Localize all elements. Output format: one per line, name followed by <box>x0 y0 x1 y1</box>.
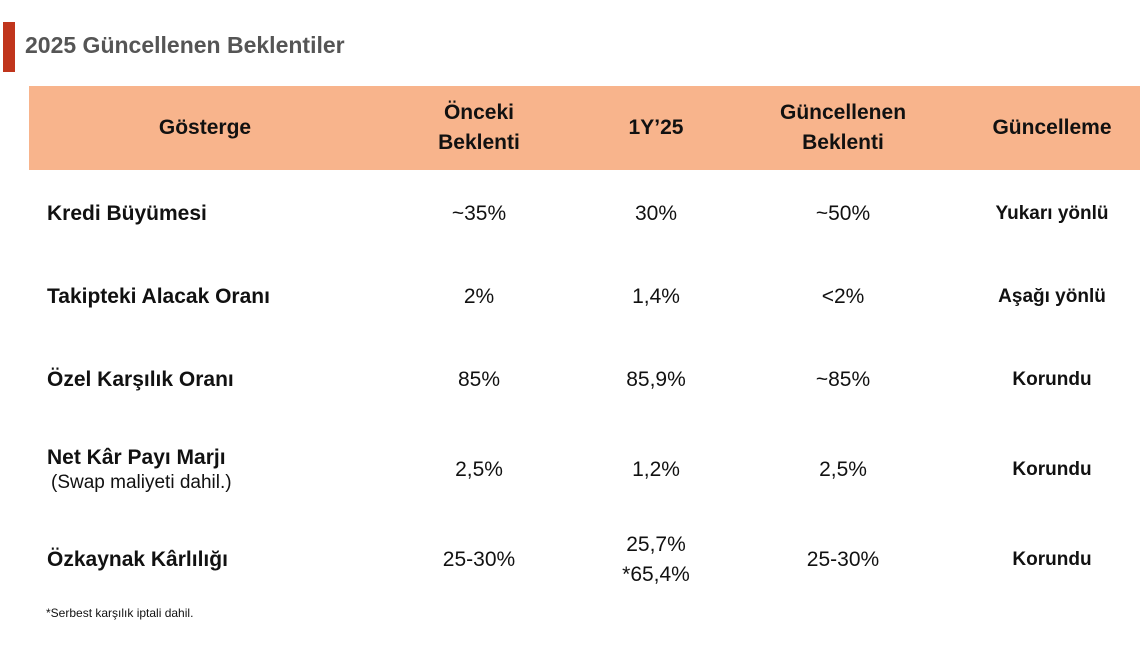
row-label: Takipteki Alacak Oranı <box>47 285 270 308</box>
updated-cell <box>735 425 951 515</box>
header-previous-line2: Beklenti <box>438 131 520 154</box>
h1-value: 1,4% <box>632 285 680 308</box>
row-label-cell <box>47 425 232 515</box>
update-cell <box>951 425 1140 515</box>
header-previous <box>381 86 577 170</box>
header-update <box>951 86 1140 170</box>
table-row <box>29 255 1140 339</box>
update-value: Korundu <box>1012 369 1092 390</box>
row-label: Kredi Büyümesi <box>47 202 207 225</box>
row-label: Net Kâr Payı Marjı <box>47 446 226 469</box>
header-updated-line1: Güncellenen <box>779 101 907 124</box>
row-label-cell <box>47 172 207 256</box>
update-value: Yukarı yönlü <box>995 203 1109 224</box>
h1-value: 1,2% <box>632 458 680 481</box>
row-label-cell <box>47 338 234 422</box>
row-label-cell <box>47 515 228 605</box>
update-cell <box>951 172 1140 256</box>
h1-cell <box>577 515 735 605</box>
update-value: Korundu <box>1012 549 1092 570</box>
title-accent-bar <box>3 22 15 72</box>
previous-value: 85% <box>457 368 501 391</box>
previous-cell <box>381 425 577 515</box>
h1-cell <box>577 172 735 256</box>
updated-cell <box>735 172 951 256</box>
h1-extra-value: *65,4% <box>622 563 690 586</box>
previous-value: 25-30% <box>442 548 516 571</box>
header-update-label: Güncelleme <box>992 116 1112 139</box>
previous-cell <box>381 338 577 422</box>
previous-value: ~35% <box>451 202 507 225</box>
update-cell <box>951 338 1140 422</box>
h1-value: 85,9% <box>626 368 686 391</box>
footnote: *Serbest karşılık iptali dahil. <box>46 606 194 620</box>
h1-cell <box>577 338 735 422</box>
row-label-cell <box>47 255 270 339</box>
updated-value: 25-30% <box>806 548 880 571</box>
updated-cell <box>735 255 951 339</box>
header-indicator-label: Gösterge <box>158 116 252 139</box>
table-row <box>29 515 1140 605</box>
previous-value: 2% <box>463 285 495 308</box>
header-indicator <box>29 86 381 170</box>
previous-cell <box>381 255 577 339</box>
row-sublabel: (Swap maliyeti dahil.) <box>51 472 232 493</box>
table-row <box>29 425 1140 515</box>
updated-cell <box>735 338 951 422</box>
header-updated <box>735 86 951 170</box>
header-updated-line2: Beklenti <box>802 131 884 154</box>
h1-value: 25,7% <box>626 533 686 556</box>
updated-cell <box>735 515 951 605</box>
table-row <box>29 338 1140 422</box>
update-cell <box>951 515 1140 605</box>
update-value: Aşağı yönlü <box>998 286 1106 307</box>
header-h1-label: 1Y’25 <box>628 116 684 139</box>
header-previous-line1: Önceki <box>443 101 515 124</box>
h1-cell <box>577 255 735 339</box>
header-h1 <box>577 86 735 170</box>
h1-cell <box>577 425 735 515</box>
previous-cell <box>381 515 577 605</box>
previous-cell <box>381 172 577 256</box>
table-row <box>29 172 1140 256</box>
updated-value: ~50% <box>815 202 871 225</box>
previous-value: 2,5% <box>455 458 503 481</box>
update-cell <box>951 255 1140 339</box>
updated-value: <2% <box>821 285 865 308</box>
row-label: Özel Karşılık Oranı <box>47 368 234 391</box>
updated-value: 2,5% <box>819 458 867 481</box>
page-title: 2025 Güncellenen Beklentiler <box>25 32 345 58</box>
row-label: Özkaynak Kârlılığı <box>47 548 228 571</box>
table-header <box>29 86 1140 170</box>
h1-value: 30% <box>634 202 678 225</box>
update-value: Korundu <box>1012 459 1092 480</box>
updated-value: ~85% <box>815 368 871 391</box>
